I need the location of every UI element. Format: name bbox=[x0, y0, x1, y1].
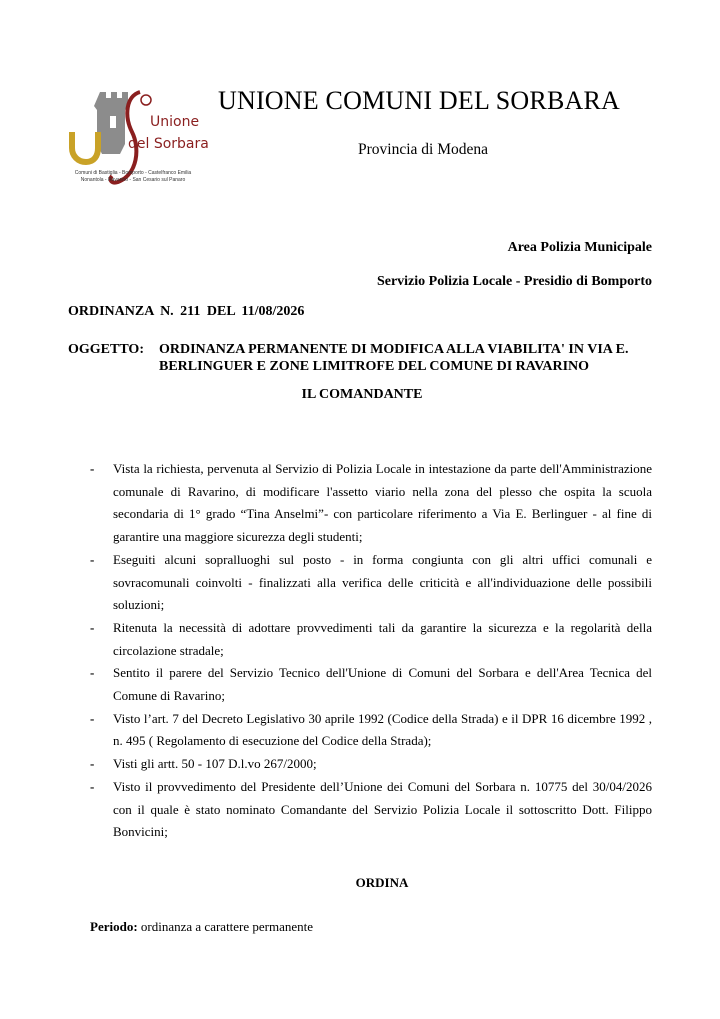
period-line bbox=[90, 919, 313, 935]
list-item: - Visti gli artt. 50 - 107 D.l.vo 267/2000; bbox=[90, 756, 317, 772]
list-item: - Vista la richiesta, pervenuta al Servizio di Polizia Locale in intestazione da parte dell'Amministrazione comunale di Ravarino, di modificare l'assetto viario nella zona del plesso che ospita la scuola secondaria di 1° grado “Tina Anselmi”- con particolare riferimento a Via E. Berlinguer - al fine di garantire una maggiore sicurezza degli studenti; bbox=[90, 461, 652, 545]
list-item: - Eseguiti alcuni sopralluoghi sul posto - in forma congiunta con gli altri uffici comunali e sovracomunali coinvolti - finalizzati alla verifica delle criticità e all'individuazione delle possibili soluzioni; bbox=[90, 551, 652, 613]
ordina-heading: ORDINA bbox=[355, 875, 409, 890]
ordinance-subject bbox=[68, 341, 658, 375]
logo-caption bbox=[72, 170, 194, 184]
logo-name-line1: Unione bbox=[150, 114, 200, 130]
province-subtitle: Provincia di Modena bbox=[358, 141, 489, 158]
organization-title: UNIONE COMUNI DEL SORBARA bbox=[218, 86, 620, 115]
premises-list bbox=[90, 458, 652, 844]
period-label: Periodo: bbox=[90, 919, 138, 934]
logo-caption-line2: Nonantola - Ravarino - San Cesario sul Panaro bbox=[80, 177, 186, 183]
department-area: Area Polizia Municipale bbox=[507, 240, 652, 255]
list-item: - Sentito il parere del Servizio Tecnico dell'Unione di Comuni del Sorbara e dell'Area Tecnica del Comune di Ravarino; bbox=[90, 665, 652, 704]
subject-text: ORDINANZA PERMANENTE DI MODIFICA ALLA VIABILITA' IN VIA E. BERLINGUER E ZONE LIMITROFE DEL COMUNE DI RAVARINO bbox=[159, 342, 629, 374]
ordinance-number: ORDINANZA N. 211 DEL 11/08/2026 bbox=[68, 304, 305, 319]
subject-label: OGGETTO: bbox=[68, 342, 144, 357]
authority-heading: IL COMANDANTE bbox=[301, 387, 423, 402]
list-item: - Visto l’art. 7 del Decreto Legislativo 30 aprile 1992 (Codice della Strada) e il DPR 16 dicembre 1992 , n. 495 ( Regolamento di esecuzione del Codice della Strada); bbox=[90, 710, 652, 749]
period-value: ordinanza a carattere permanente bbox=[140, 919, 314, 934]
department-service: Servizio Polizia Locale - Presidio di Bomporto bbox=[376, 274, 652, 289]
logo-name-line2: del Sorbara bbox=[128, 136, 209, 152]
list-item: - Ritenuta la necessità di adottare provvedimenti tali da garantire la sicurezza e la regolarità della circolazione stradale; bbox=[90, 619, 652, 658]
logo-caption-line1: Comuni di Bastiglia - Bomporto - Castelfranco Emilia bbox=[74, 170, 192, 176]
list-item: - Visto il provvedimento del Presidente dell’Unione dei Comuni del Sorbara n. 10775 del 30/04/2026 con il quale è stato nominato Comandante del Servizio Polizia Locale il sottoscritto Dott. Filippo Bonvicini; bbox=[90, 778, 652, 840]
